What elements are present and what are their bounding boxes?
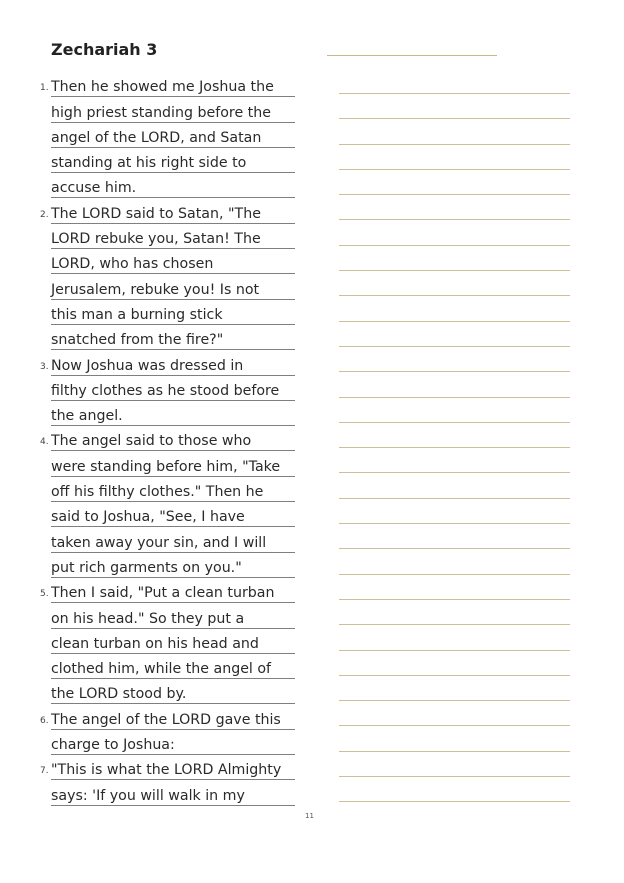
verse-text: off his filthy clothes." Then he [51, 484, 264, 501]
practice-line[interactable] [339, 371, 570, 396]
practice-line[interactable] [339, 624, 570, 649]
verse-text: snatched from the fire?" [51, 332, 224, 349]
verse-text: standing at his right side to [51, 155, 247, 172]
verse-line [0, 97, 320, 122]
verse-line [0, 704, 320, 729]
verse-text: clean turban on his head and [51, 635, 259, 652]
verse-text: filthy clothes as he stood before [51, 382, 280, 399]
practice-line[interactable] [339, 397, 570, 422]
practice-line[interactable] [339, 422, 570, 447]
verse-number: 2. [40, 209, 49, 220]
practice-line[interactable] [339, 118, 570, 143]
verse-text: The LORD said to Satan, "The [51, 205, 261, 222]
verse-number: 3. [40, 361, 49, 372]
practice-line[interactable] [339, 447, 570, 472]
practice-line[interactable] [339, 523, 570, 548]
verse-text: says: 'If you will walk in my [51, 787, 245, 804]
practice-line[interactable] [339, 321, 570, 346]
verse-line [0, 502, 320, 527]
title-writing-line [327, 55, 497, 56]
verse-text: the LORD stood by. [51, 686, 187, 703]
verse-number: 1. [40, 83, 49, 94]
verse-line [0, 730, 320, 755]
verse-text: this man a burning stick [51, 306, 223, 323]
practice-line[interactable] [339, 650, 570, 675]
verse-text: said to Joshua, "See, I have [51, 509, 245, 526]
verse-text: The angel said to those who [51, 433, 252, 450]
practice-line[interactable] [339, 599, 570, 624]
practice-line[interactable] [339, 700, 570, 725]
verse-line [0, 679, 320, 704]
page-number: 11 [305, 812, 314, 820]
verse-text: The angel of the LORD gave this [51, 711, 281, 728]
verse-text: Jerusalem, rebuke you! Is not [51, 281, 260, 298]
verse-text: were standing before him, "Take [51, 458, 281, 475]
practice-line[interactable] [339, 245, 570, 270]
verse-line [0, 376, 320, 401]
practice-line[interactable] [339, 93, 570, 118]
practice-line[interactable] [339, 801, 570, 826]
verse-number: 4. [40, 437, 49, 448]
page-title: Zechariah 3 [51, 40, 158, 59]
verse-line [0, 477, 320, 502]
verse-line [0, 401, 320, 426]
practice-line[interactable] [339, 270, 570, 295]
practice-line[interactable] [339, 751, 570, 776]
practice-line[interactable] [339, 574, 570, 599]
verse-text: the angel. [51, 408, 123, 425]
verse-number: 5. [40, 589, 49, 600]
verse-line [0, 72, 320, 97]
practice-line[interactable] [339, 548, 570, 573]
verse-text: high priest standing before the [51, 104, 271, 121]
verse-number: 6. [40, 715, 49, 726]
verse-line [0, 148, 320, 173]
verse-line [0, 300, 320, 325]
verse-number: 7. [40, 766, 49, 777]
writing-rule [51, 805, 295, 806]
verse-line [0, 578, 320, 603]
practice-line[interactable] [339, 776, 570, 801]
verse-line [0, 553, 320, 578]
verse-text: LORD, who has chosen [51, 256, 214, 273]
practice-line[interactable] [339, 219, 570, 244]
verse-line [0, 755, 320, 780]
verse-line [0, 198, 320, 223]
practice-line[interactable] [339, 675, 570, 700]
practice-line[interactable] [339, 295, 570, 320]
practice-line[interactable] [339, 498, 570, 523]
practice-line[interactable] [339, 144, 570, 169]
practice-writing-column [339, 93, 570, 827]
verse-line [0, 527, 320, 552]
verse-text: "This is what the LORD Almighty [51, 762, 282, 779]
verse-line [0, 629, 320, 654]
verse-line [0, 224, 320, 249]
practice-line[interactable] [339, 346, 570, 371]
practice-line[interactable] [339, 169, 570, 194]
practice-line[interactable] [339, 194, 570, 219]
verse-line [0, 173, 320, 198]
verse-line [0, 325, 320, 350]
verse-line [0, 350, 320, 375]
verse-text: LORD rebuke you, Satan! The [51, 231, 261, 248]
verse-line [0, 274, 320, 299]
verse-text: accuse him. [51, 180, 137, 197]
verse-line [0, 603, 320, 628]
verse-line [0, 123, 320, 148]
verse-text: taken away your sin, and I will [51, 534, 267, 551]
practice-line[interactable] [339, 472, 570, 497]
verse-text: on his head." So they put a [51, 610, 245, 627]
verse-line [0, 426, 320, 451]
practice-line[interactable] [339, 725, 570, 750]
verse-text: angel of the LORD, and Satan [51, 129, 262, 146]
verse-text: Then he showed me Joshua the [51, 79, 274, 96]
verse-text: clothed him, while the angel of [51, 661, 272, 678]
verse-text: Then I said, "Put a clean turban [51, 585, 275, 602]
verse-text: Now Joshua was dressed in [51, 357, 244, 374]
verse-line [0, 780, 320, 805]
verse-text: put rich garments on you." [51, 559, 242, 576]
verse-line [0, 654, 320, 679]
verse-text: charge to Joshua: [51, 737, 175, 754]
verse-text-column [0, 72, 320, 806]
verse-line [0, 451, 320, 476]
verse-line [0, 249, 320, 274]
